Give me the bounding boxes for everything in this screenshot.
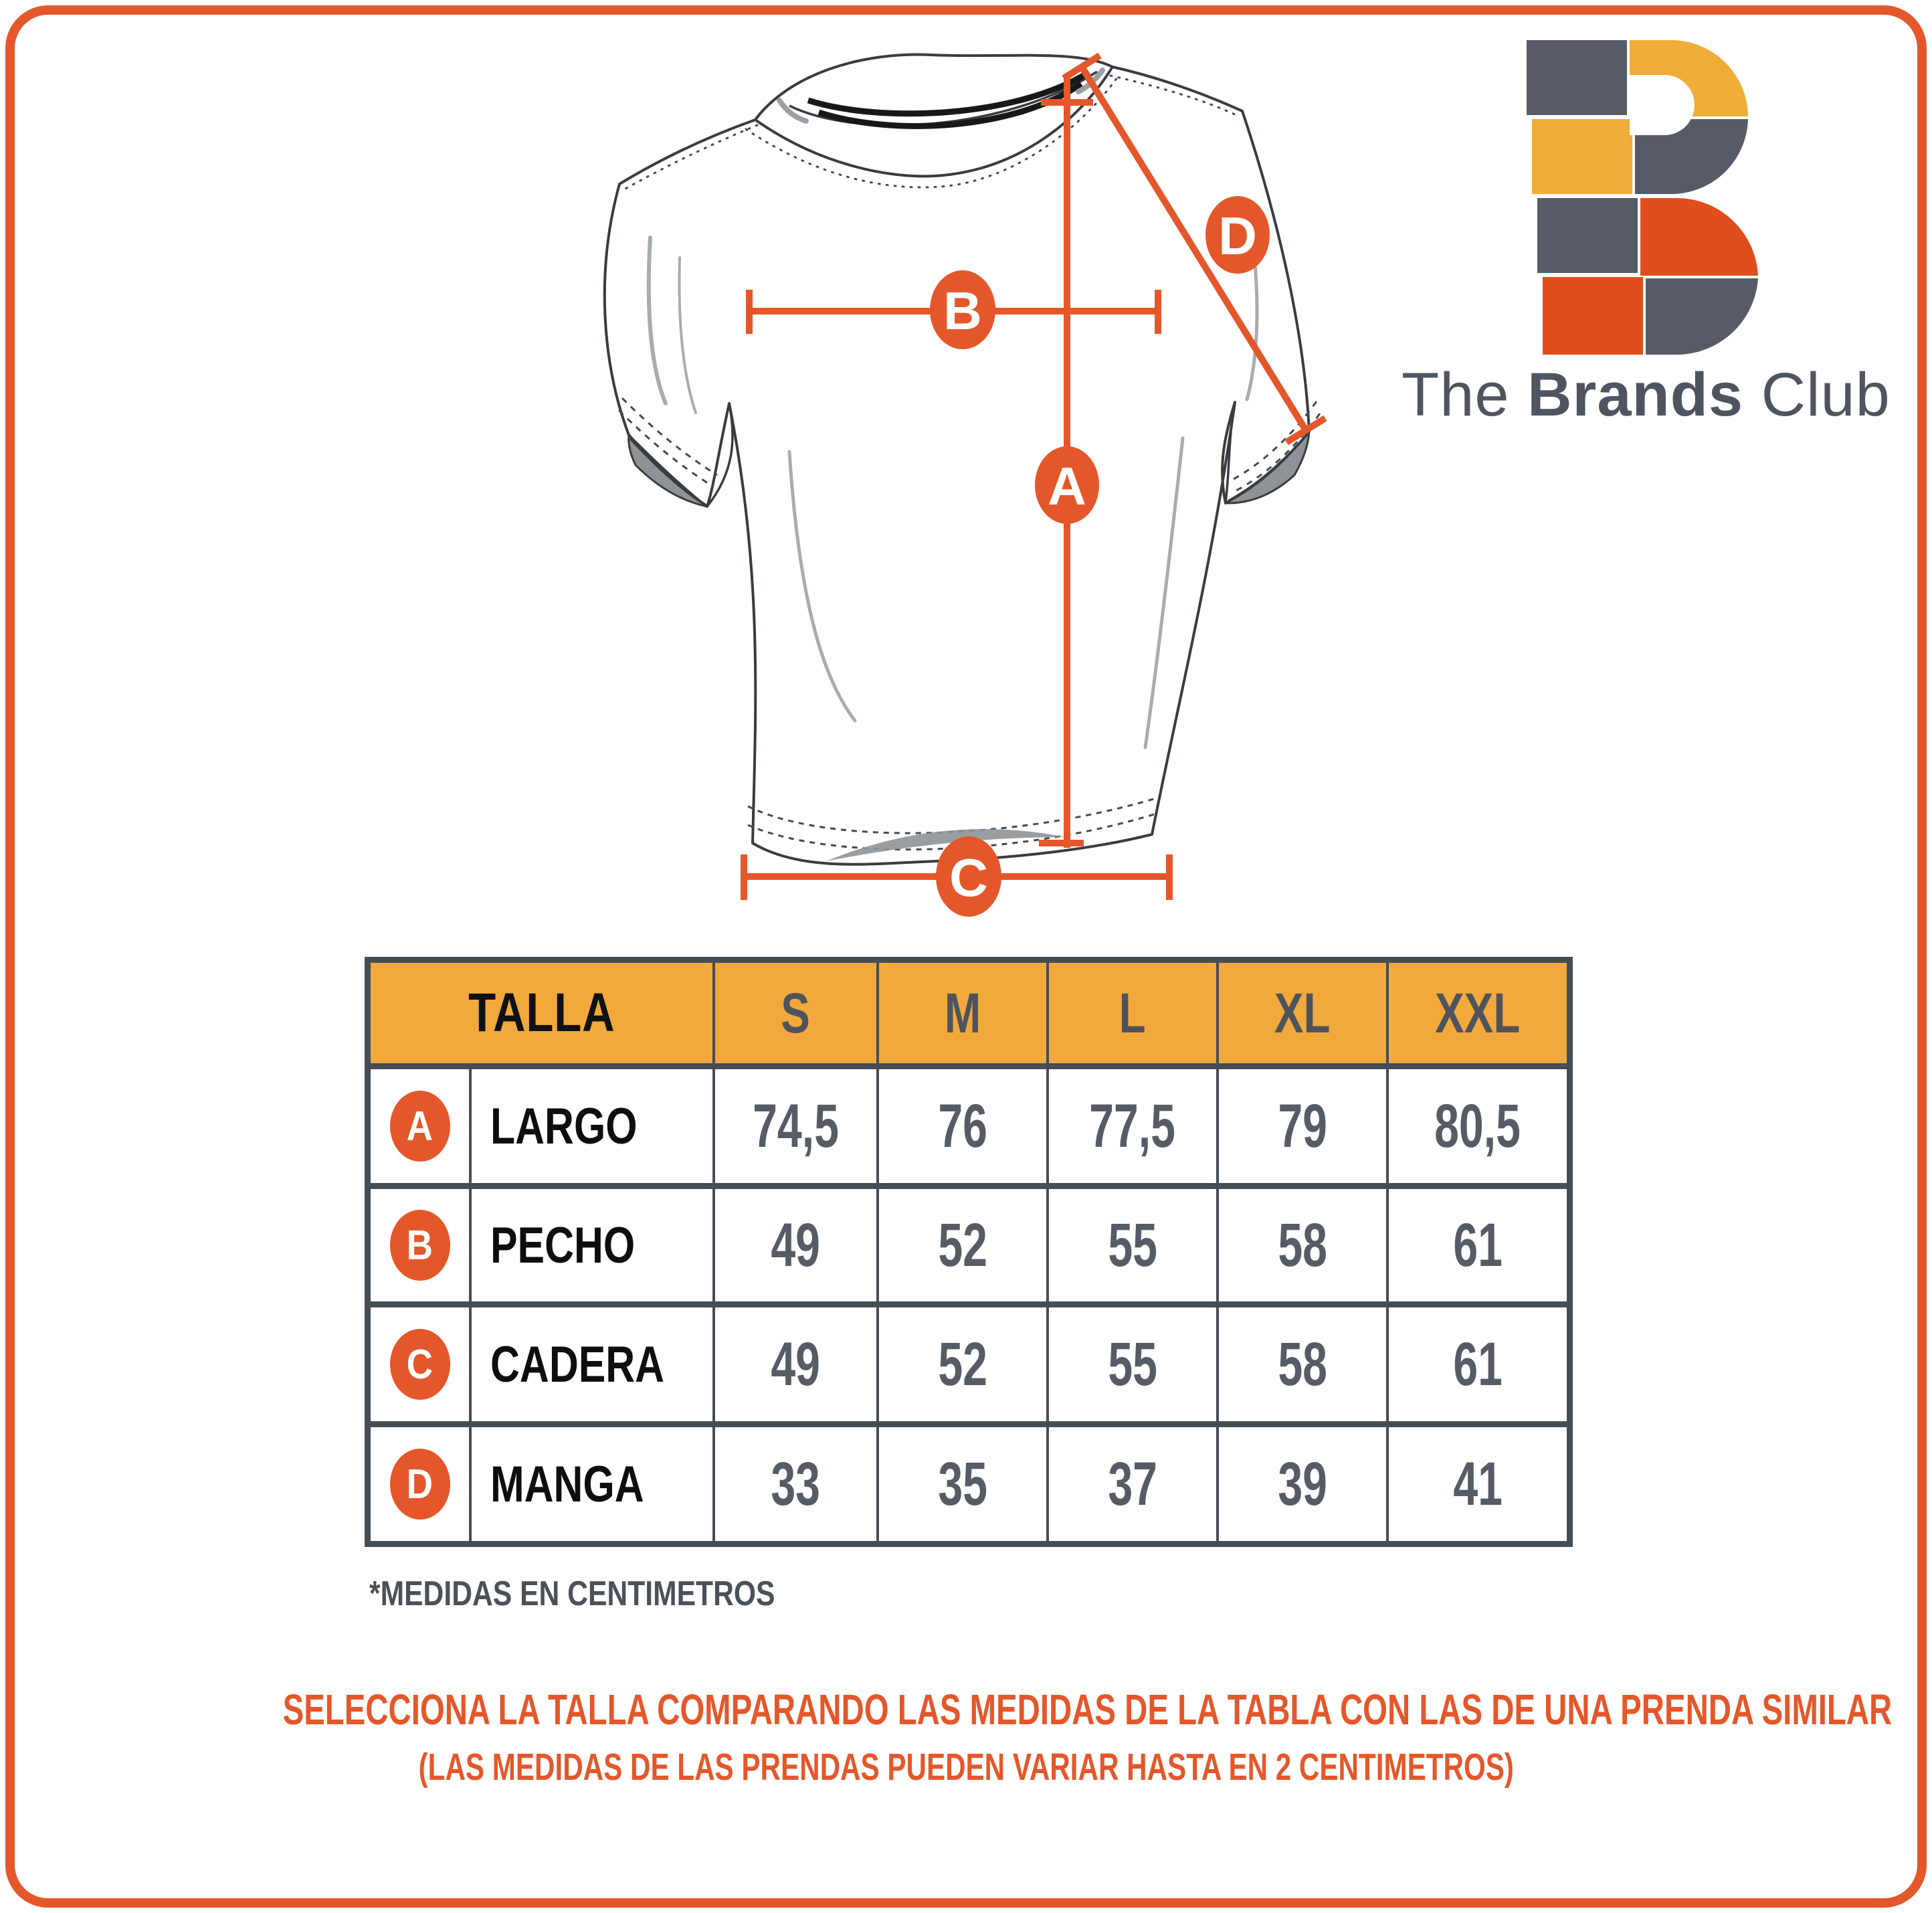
row-manga-badge: D (390, 1449, 450, 1520)
badge-b-letter: B (943, 281, 982, 341)
row-largo-val-xxl: 80,5 (1389, 1069, 1567, 1183)
row-largo-badge: A (390, 1091, 450, 1162)
table-header-xl: XL (1219, 963, 1386, 1063)
row-pecho-val-xxl: 61 (1389, 1189, 1567, 1301)
row-cadera-val-s: 49 (715, 1307, 876, 1421)
row-manga-label-cell: MANGA (472, 1427, 712, 1541)
brand-logo-mark (1519, 40, 1759, 355)
size-table (365, 957, 1573, 1547)
logo-block-stem-3 (1537, 198, 1638, 273)
row-cadera-badge-cell (371, 1307, 469, 1421)
row-manga-val-m: 35 (879, 1427, 1046, 1541)
row-largo-badge-cell (371, 1069, 469, 1183)
row-largo-label-cell: LARGO (472, 1069, 712, 1183)
table-header-s: S (715, 963, 876, 1063)
logo-word-club: Club (1743, 361, 1891, 429)
logo-block-bump2-bottom (1646, 278, 1758, 355)
logo-b-counter (1630, 75, 1695, 135)
row-pecho-val-l: 55 (1049, 1189, 1216, 1301)
row-cadera-label-cell: CADERA (472, 1307, 712, 1421)
row-manga-val-l: 37 (1049, 1427, 1216, 1541)
row-cadera-val-xl: 58 (1219, 1307, 1386, 1421)
row-largo-val-l: 77,5 (1049, 1069, 1216, 1183)
logo-word-the: The (1402, 361, 1528, 429)
logo-block-stem-2 (1532, 119, 1632, 194)
row-pecho-badge: B (390, 1210, 450, 1281)
size-advice-line-1: SELECCIONA LA TALLA COMPARANDO LAS MEDIDAS DE LA TABLA CON LAS DE UNA PRENDA SIMILAR (282, 1686, 1893, 1734)
row-cadera-val-xxl: 61 (1389, 1307, 1567, 1421)
row-largo-val-m: 76 (879, 1069, 1046, 1183)
row-manga-val-xl: 39 (1219, 1427, 1386, 1541)
row-largo-val-xl: 79 (1219, 1069, 1386, 1183)
badge-a-letter: A (1048, 456, 1086, 516)
table-header-xxl: XXL (1389, 963, 1567, 1063)
tshirt-measure-diagram (415, 37, 1385, 937)
table-header-m: M (879, 963, 1046, 1063)
row-largo-val-s: 74,5 (715, 1069, 876, 1183)
logo-block-stem-1 (1527, 40, 1627, 115)
size-advice-line-2: (LAS MEDIDAS DE LAS PRENDAS PUEDEN VARIAR HASTA EN 2 CENTIMETROS) (418, 1746, 1514, 1789)
row-manga-val-s: 33 (715, 1427, 876, 1541)
row-pecho-badge-cell (371, 1189, 469, 1301)
row-cadera-badge: C (390, 1329, 450, 1400)
logo-b-svg (1519, 40, 1759, 361)
row-cadera-val-l: 55 (1049, 1307, 1216, 1421)
row-pecho-label-cell: PECHO (472, 1189, 712, 1301)
row-pecho-val-xl: 58 (1219, 1189, 1386, 1301)
brand-logo (1402, 40, 1891, 442)
badge-c-letter: C (949, 848, 988, 907)
row-cadera-val-m: 52 (879, 1307, 1046, 1421)
table-header-l: L (1049, 963, 1216, 1063)
row-manga-val-xxl: 41 (1389, 1427, 1567, 1541)
row-manga-badge-cell (371, 1427, 469, 1541)
row-pecho-val-s: 49 (715, 1189, 876, 1301)
tshirt-drawing-svg (415, 37, 1385, 937)
table-header-talla: TALLA (371, 963, 712, 1063)
logo-block-stem-4 (1543, 277, 1643, 355)
brand-logo-text (1402, 360, 1891, 440)
logo-block-bump2-top (1640, 198, 1758, 276)
logo-word-brands: Brands (1527, 361, 1744, 429)
badge-d-letter: D (1218, 206, 1257, 266)
units-footnote: *MEDIDAS EN CENTIMETROS (369, 1574, 775, 1613)
tshirt-body-outline (605, 55, 1309, 864)
row-pecho-val-m: 52 (879, 1189, 1046, 1301)
